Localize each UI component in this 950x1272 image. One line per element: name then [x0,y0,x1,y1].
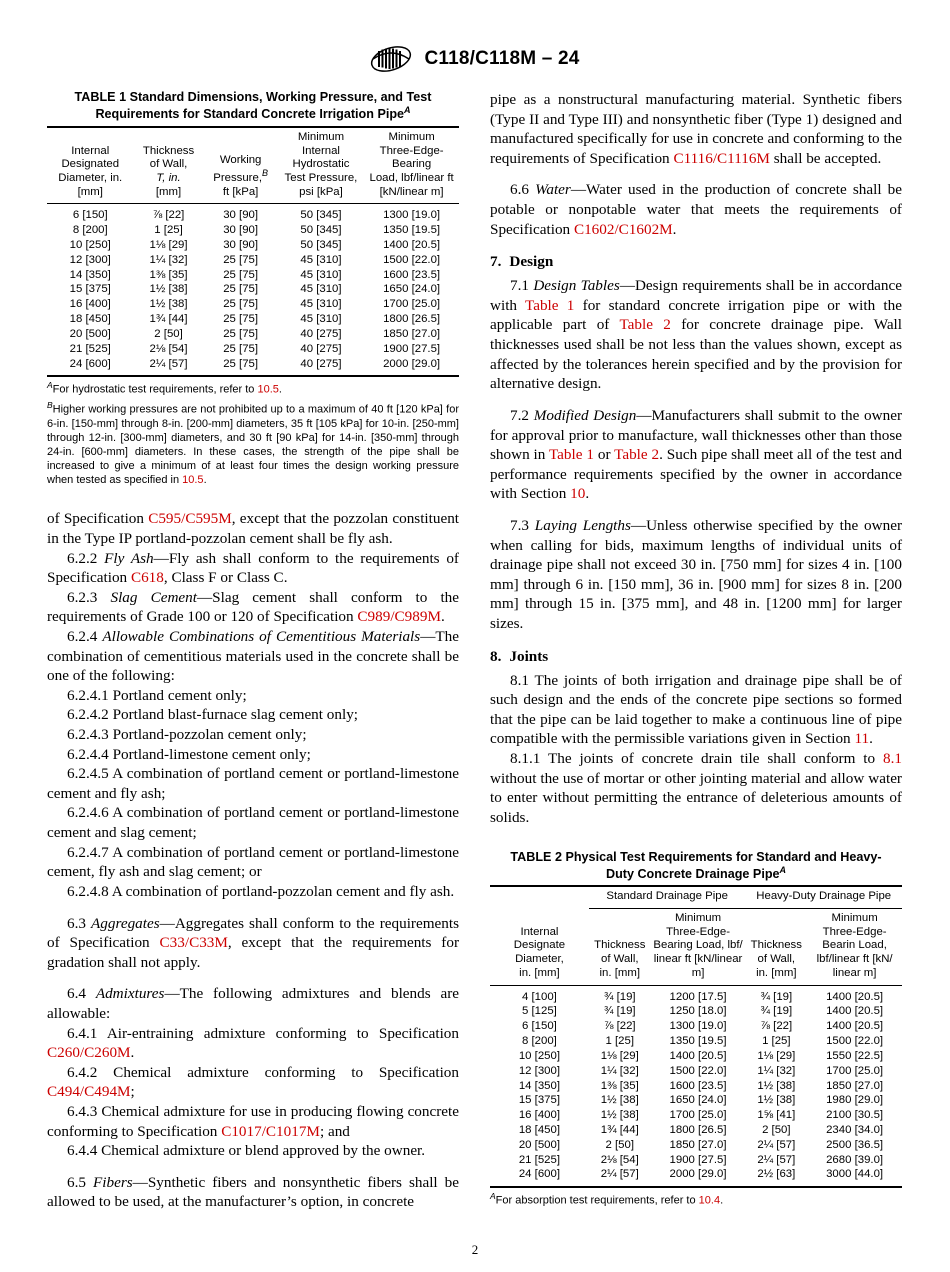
table-cell: 1⅛ [29] [149,239,188,251]
table-cell: 25 [75] [223,327,259,340]
table-cell: 30 [90] [223,224,259,237]
table-ref-1b[interactable]: Table 1 [548,446,594,464]
page-header [0,44,950,74]
table-cell: 1 [25] [154,224,183,237]
table-cell: 1¼ [32] [757,1064,796,1077]
table-cell: 1980 [29.0] [826,1094,884,1107]
table-2-group-blank [490,886,589,908]
table-cell: 2500 [36.5] [826,1138,884,1151]
table-row [47,342,459,357]
table-cell: 1⅛ [29] [757,1049,796,1062]
table-row [490,1049,902,1064]
table-cell: ⅞ [22] [603,1020,636,1033]
section-6-4-1: 6.4.1 Air-entraining admixture conforming to Specification C260/C260M. [47,1024,459,1062]
table-cell: 2 [50] [605,1138,635,1151]
table-cell: ¾ [19] [760,1005,793,1018]
table-cell: 25 [75] [223,298,259,311]
table-row [490,1153,902,1168]
table-cell: 1400 [20.5] [826,990,884,1003]
table-row [490,985,902,1004]
table-cell: 1⅝ [41] [757,1109,796,1122]
table-cell: 1650 [24.0] [383,283,441,296]
table-cell: 1900 [27.5] [669,1153,727,1166]
spec-ref-c1116[interactable]: C1116/C1116M [673,149,770,167]
table-cell: 30 [90] [223,209,259,222]
table-2-col-hd-thickness: Thickness of Wall, in. [mm] [750,939,802,979]
table-cell: 15 [375] [518,1094,561,1107]
section-6-5: 6.5 Fibers—Synthetic fibers and nonsynthetic fibers shall be allowed to be used, at the manufacturer’s option, in concrete [47,1173,459,1211]
table-cell: 1⅛ [29] [600,1049,639,1062]
table-cell: 2¼ [57] [149,357,188,370]
table-cell: 2 [50] [762,1123,791,1136]
table-ref-2a[interactable]: Table 2 [619,316,671,334]
table-cell: 20 [500] [69,327,111,340]
table-cell: 18 [450] [69,313,111,326]
table-cell: 10 [250] [69,239,111,251]
table-row [47,327,459,342]
table-cell: 4 [100] [522,990,557,1003]
table-cell: 1350 [19.5] [383,224,441,237]
table-cell: 1800 [26.5] [669,1123,727,1136]
table-2 [490,885,902,1188]
spec-ref-c494[interactable]: C494/C494M [47,1083,131,1101]
spec-ref-c618[interactable]: C618 [130,569,164,587]
section-6-2-4-1: 6.2.4.1 Portland cement only; [67,686,247,704]
table-row [490,1004,902,1019]
table-2-col-hd-bearing-load: Minimum Three-Edge- Bearin Load, lbf/linear ft [kN/ linear m] [816,912,893,979]
section-6-6: 6.6 Water—Water used in the production of concrete shall be potable or nonpotable water that meets the requirements of Specification C1602/C1602M. [490,181,902,238]
section-ref-11[interactable]: 11 [854,730,870,748]
table-cell: 1¾ [44] [600,1123,639,1136]
table-2-group-header-row [490,886,902,908]
table-row [47,297,459,312]
section-8-1: 8.1 The joints of both irrigation and drainage pipe shall be of such design and the ends of the concrete pipe sections so formed that the pipe can be laid together to make a continuous line of pipe compatible with the permissible variations given in Section 11. [490,671,902,748]
table-cell: 12 [300] [518,1064,561,1077]
table-ref-1a[interactable]: Table 1 [525,296,575,314]
table-cell: ⅞ [22] [152,209,185,222]
table-cell: ⅞ [22] [760,1020,793,1033]
table-cell: 1400 [20.5] [826,1005,884,1018]
page-number: 2 [471,1242,479,1257]
spec-ref-c33[interactable]: C33/C33M [159,934,228,952]
table-2-caption-line2: Duty Concrete Drainage Pipe [605,867,780,882]
table-1-body [47,204,459,377]
table-2-body [490,985,902,1187]
table-cell: 21 [525] [69,342,111,355]
table-row [490,1034,902,1049]
table-cell: 1¼ [32] [149,253,188,266]
table-row [490,1138,902,1153]
table-cell: 1550 [22.5] [826,1049,884,1062]
table-cell: 1½ [38] [600,1109,639,1122]
table-cell: 2340 [34.0] [826,1123,884,1136]
section-7-3: 7.3 Laying Lengths—Unless otherwise specified by the owner when calling for bids, maximum lengths of individual units of drainage pipe shall not exceed 30 in. [750 mm] for sizes 4 in. [100 mm] through 6 in. [150 mm], 36 in. [900 mm] for sizes 8 in. [200 mm] through 15 in. [375 mm], and 48 in. [1200 mm] for larger sizes. [490,516,902,633]
footnote-b-ref-link[interactable]: 10.5 [182,474,204,487]
table-1-col-thickness: Thickness of Wall, T, in. [mm] [142,144,195,198]
table-row [490,1167,902,1187]
table-2-footnote-ref-link[interactable]: 10.4 [698,1194,721,1207]
table-cell: 1650 [24.0] [669,1094,727,1107]
table-1-block [47,90,459,487]
table-cell: 1¾ [44] [149,313,188,326]
table-cell: ¾ [19] [603,1005,636,1018]
table-cell: 45 [310] [300,283,342,296]
table-2-col-std-bearing-load: Minimum Three-Edge- Bearing Load, lbf/ linear ft [kN/linear m] [653,912,743,979]
document-designation: C118/C118M – 24 [424,48,580,69]
table-cell: 1500 [22.0] [826,1035,884,1048]
para-fibers-continued: pipe as a nonstructural manufacturing material. Synthetic fibers (Type II and Type III) and nonsynthetic fiber (Type 1) designed and manufactured specifically for use in concrete and conforming to the requirements of Specification C1116/C1116M shall be accepted. [490,91,903,167]
table-row [47,312,459,327]
section-6-2-4-3: 6.2.4.3 Portland-pozzolan cement only; [67,726,307,744]
table-cell: 2680 [39.0] [826,1153,884,1166]
table-cell: 1300 [19.0] [383,209,441,222]
right-column [490,90,902,1208]
table-cell: 20 [500] [518,1138,561,1151]
table-cell: 1700 [25.0] [383,298,441,311]
table-cell: 1700 [25.0] [669,1109,727,1122]
table-cell: 1⅜ [35] [149,268,188,281]
table-2-footnote-a: $^A$For absorption test requirements, refer to 10.4. [490,1191,724,1207]
astm-logo [370,44,412,74]
table-cell: 1½ [38] [757,1079,796,1092]
table-1-col-bearing-load: Minimum Three-Edge-Bearing Load, lbf/linear ft [kN/linear m] [369,130,454,198]
table-cell: 8 [200] [72,224,108,237]
table-cell: 40 [275] [300,342,342,355]
table-1-footnote-b: $^B$Higher working pressures are not prohibited up to a maximum of 40 ft [120 kPa] for 6-in. [150-mm] through 8-in. [200-mm] diameters, 35 ft [105 kPa] for 10-in. [250-mm] through 12-in. [300-mm] diameters, and 30 ft [90 kPa] for 14-in. [350-mm] through 24-in. [600-mm] diameters. In these cases, the strength of the pipe shall be increased to give a minimum of at least four times the design working pressure when tested as specified in 10.5. [47,400,459,487]
table-row [47,282,459,297]
table-cell: 2 [50] [154,327,183,340]
table-cell: 10 [250] [518,1049,561,1062]
section-6-2-4-6: 6.2.4.6 A combination of portland cement or portland-limestone cement and slag cement; [47,804,459,842]
section-7-heading: 7. Design [490,253,554,271]
table-cell: 2¼ [57] [757,1138,796,1151]
table-row [490,1079,902,1094]
table-1 [47,126,459,378]
table-1-col-working-pressure-superscript: B [261,168,268,179]
table-cell: 1 [25] [762,1035,791,1048]
table-cell: 25 [75] [223,313,259,326]
table-1-caption-superscript: A [404,105,411,116]
table-cell: ¾ [19] [603,990,636,1003]
table-cell: 45 [310] [300,313,342,326]
table-cell: 24 [600] [69,357,111,370]
table-cell: 2¼ [57] [600,1168,639,1181]
table-cell: 21 [525] [518,1153,561,1166]
table-cell: 24 [600] [518,1168,561,1181]
table-2-head [490,886,902,985]
table-1-col-working-pressure: Working Pressure,$^B$ ft [kPa] [213,154,268,198]
table-2-col-internal-diameter: Internal Designate Diameter, in. [mm] [513,925,566,979]
table-cell: 15 [375] [69,283,111,296]
table-cell: 25 [75] [223,268,259,281]
section-6-3: 6.3 Aggregates—Aggregates shall conform to the requirements of Specification C33/C33M, except that the requirements for gradation shall not apply. [47,914,460,971]
spec-ref-c595[interactable]: C595/C595M [148,510,232,528]
table-1-caption-line1: TABLE 1 Standard Dimensions, Working Pressure, and Test [74,90,432,104]
table-cell: 2000 [29.0] [669,1168,727,1181]
table-cell: 25 [75] [223,253,259,266]
table-row [490,1108,902,1123]
table-cell: 50 [345] [300,224,342,237]
table-cell: 50 [345] [300,239,342,251]
table-1-caption [47,90,459,123]
table-cell: 8 [200] [522,1035,557,1048]
table-cell: 1400 [20.5] [669,1049,727,1062]
table-1-col-hydrostatic: Minimum Internal Hydrostatic Test Pressure, psi [kPa] [284,130,358,198]
para-c595: of Specification C595/C595M, except that the pozzolan constituent in the Type IP portland-pozzolan cement shall be fly ash. [47,510,460,547]
table-row [47,238,459,253]
table-cell: 1400 [20.5] [826,1020,884,1033]
table-cell: 14 [350] [518,1079,561,1092]
table-row [490,1019,902,1034]
table-cell: ¾ [19] [760,990,793,1003]
table-cell: 1700 [25.0] [826,1064,884,1077]
table-cell: 30 [90] [223,239,259,251]
table-cell: 1200 [17.5] [669,990,727,1003]
table-2-col-std-thickness: Thickness of Wall, in. [mm] [594,939,646,979]
table-cell: 2100 [30.5] [826,1109,884,1122]
table-cell: 2⅛ [54] [149,342,188,355]
left-column [47,90,459,1212]
table-cell: 5 [125] [522,1005,557,1018]
table-cell: 1850 [27.0] [669,1138,727,1151]
table-cell: 16 [400] [518,1109,561,1122]
table-row [47,268,459,283]
section-ref-8-1[interactable]: 8.1 [883,750,902,768]
spec-ref-c1017[interactable]: C1017/C1017M [221,1122,320,1140]
table-2-block [490,850,902,1209]
spec-ref-c260[interactable]: C260/C260M [47,1044,131,1062]
table-cell: 1850 [27.0] [826,1079,884,1092]
table-cell: 1500 [22.0] [669,1064,727,1077]
section-7-2: 7.2 Modified Design—Manufacturers shall submit to the owner for approval prior to manufacture, wall thicknesses other than those shown in Table 1 or Table 2. Such pipe shall meet all of the test and performance requirements specified by the owner in accordance with Section 10. [490,406,903,503]
table-cell: 1½ [38] [149,283,188,296]
section-6-4-3: 6.4.3 Chemical admixture for use in producing flowing concrete conforming to Specification C1017/C1017M; and [47,1102,459,1140]
table-cell: 1500 [22.0] [383,253,441,266]
table-1-caption-line2: Requirements for Standard Concrete Irrigation Pipe [95,107,405,122]
table-row [490,1123,902,1138]
spec-ref-c989[interactable]: C989/C989M [357,608,441,626]
table-cell: 16 [400] [69,298,111,311]
section-7-1: 7.1 Design Tables—Design requirements shall be in accordance with Table 1 for standard concrete irrigation pipe or with the applicable part of Table 2 for concrete drainage pipe. Wall thicknesses used shall be not less than the values shown, except as affected by the tolerances herein specified and by the provision for alternative design. [490,277,903,393]
table-cell: 12 [300] [69,253,111,266]
section-6-2-4-7: 6.2.4.7 A combination of portland cement or portland-limestone cement, fly ash and slag cement; or [47,843,459,881]
table-row [490,1064,902,1079]
table-row [47,357,459,377]
table-cell: 1600 [23.5] [383,268,441,281]
table-cell: 45 [310] [300,253,342,266]
table-1-footnote-a: $^A$For hydrostatic test requirements, refer to 10.5. [47,380,282,397]
section-ref-10[interactable]: 10 [570,485,586,503]
table-2-group-standard: Standard Drainage Pipe [589,886,746,908]
table-cell: 40 [275] [300,327,342,340]
table-row [47,253,459,268]
section-6-2-2: 6.2.2 Fly Ash—Fly ash shall conform to the requirements of Specification C618, Class F or Class C. [47,549,459,587]
table-cell: 25 [75] [223,283,259,296]
table-cell: 1400 [20.5] [383,239,441,251]
table-cell: 6 [150] [522,1020,557,1033]
table-1-header-row [47,127,459,204]
table-cell: 1¼ [32] [600,1064,639,1077]
table-row [490,1093,902,1108]
table-cell: 1½ [38] [149,298,188,311]
table-row [47,223,459,238]
table-cell: 1½ [38] [757,1094,796,1107]
section-6-4: 6.4 Admixtures—The following admixtures and blends are allowable: [47,985,460,1022]
table-cell: 18 [450] [518,1123,561,1136]
table-1-head [47,127,459,204]
table-cell: 2¼ [57] [757,1153,796,1166]
section-6-4-4: 6.4.4 Chemical admixture or blend approved by the owner. [67,1142,426,1160]
table-cell: 1850 [27.0] [383,327,441,340]
table-2-caption-line1: TABLE 2 Physical Test Requirements for Standard and Heavy- [510,849,882,864]
table-row [47,204,459,223]
footnote-a-ref-link[interactable]: 10.5 [257,384,279,397]
table-cell: 2000 [29.0] [383,357,441,370]
table-cell: 1900 [27.5] [383,342,441,355]
table-2-caption-superscript: A [779,864,787,875]
section-8-1-1: 8.1.1 The joints of concrete drain tile shall conform to 8.1 without the use of mortar or other jointing material and allow water to enter without permitting the entrance of deleterious amounts of solids. [490,750,902,826]
spec-ref-c1602[interactable]: C1602/C1602M [573,220,673,238]
table-cell: 2½ [63] [757,1168,796,1181]
table-cell: 1 [25] [605,1035,635,1048]
table-2-caption [490,850,902,883]
table-cell: 1⅜ [35] [600,1079,639,1092]
table-cell: 25 [75] [223,357,259,370]
table-cell: 2⅛ [54] [600,1153,639,1166]
section-6-2-4-5: 6.2.4.5 A combination of portland cement or portland-limestone cement and fly ash; [47,765,459,802]
section-8-heading: 8. Joints [490,647,549,665]
table-cell: 1600 [23.5] [669,1079,727,1092]
section-6-2-3: 6.2.3 Slag Cement—Slag cement shall conform to the requirements of Grade 100 or 120 of Specification C989/C989M. [47,588,460,626]
table-cell: 6 [150] [72,209,108,222]
section-6-2-4-2: 6.2.4.2 Portland blast-furnace slag cement only; [67,706,359,724]
table-cell: 1½ [38] [600,1094,639,1107]
table-2-group-heavy-duty: Heavy-Duty Drainage Pipe [745,886,902,908]
table-cell: 1350 [19.5] [669,1035,727,1048]
table-1-col-internal-diameter: Internal Designated Diameter, in. [mm] [58,144,123,198]
table-2-header-row [490,909,902,985]
table-cell: 45 [310] [300,268,342,281]
table-cell: 1300 [19.0] [669,1020,727,1033]
table-cell: 14 [350] [69,268,111,281]
table-cell: 45 [310] [300,298,342,311]
section-6-2-4: 6.2.4 Allowable Combinations of Cementitious Materials—The combination of cementitious materials used in the concrete shall be one of the following: [47,627,460,685]
table-cell: 1250 [18.0] [669,1005,727,1018]
table-cell: 40 [275] [300,357,342,370]
table-cell: 1800 [26.5] [383,313,441,326]
section-6-2-4-8: 6.2.4.8 A combination of portland-pozzolan cement and fly ash. [67,882,455,900]
section-6-4-2: 6.4.2 Chemical admixture conforming to Specification C494/C494M; [47,1063,459,1101]
table-cell: 3000 [44.0] [826,1168,884,1181]
table-cell: 25 [75] [223,342,259,355]
section-6-2-4-4: 6.2.4.4 Portland-limestone cement only; [67,745,311,763]
table-ref-2b[interactable]: Table 2 [614,446,660,464]
table-cell: 50 [345] [300,209,342,222]
